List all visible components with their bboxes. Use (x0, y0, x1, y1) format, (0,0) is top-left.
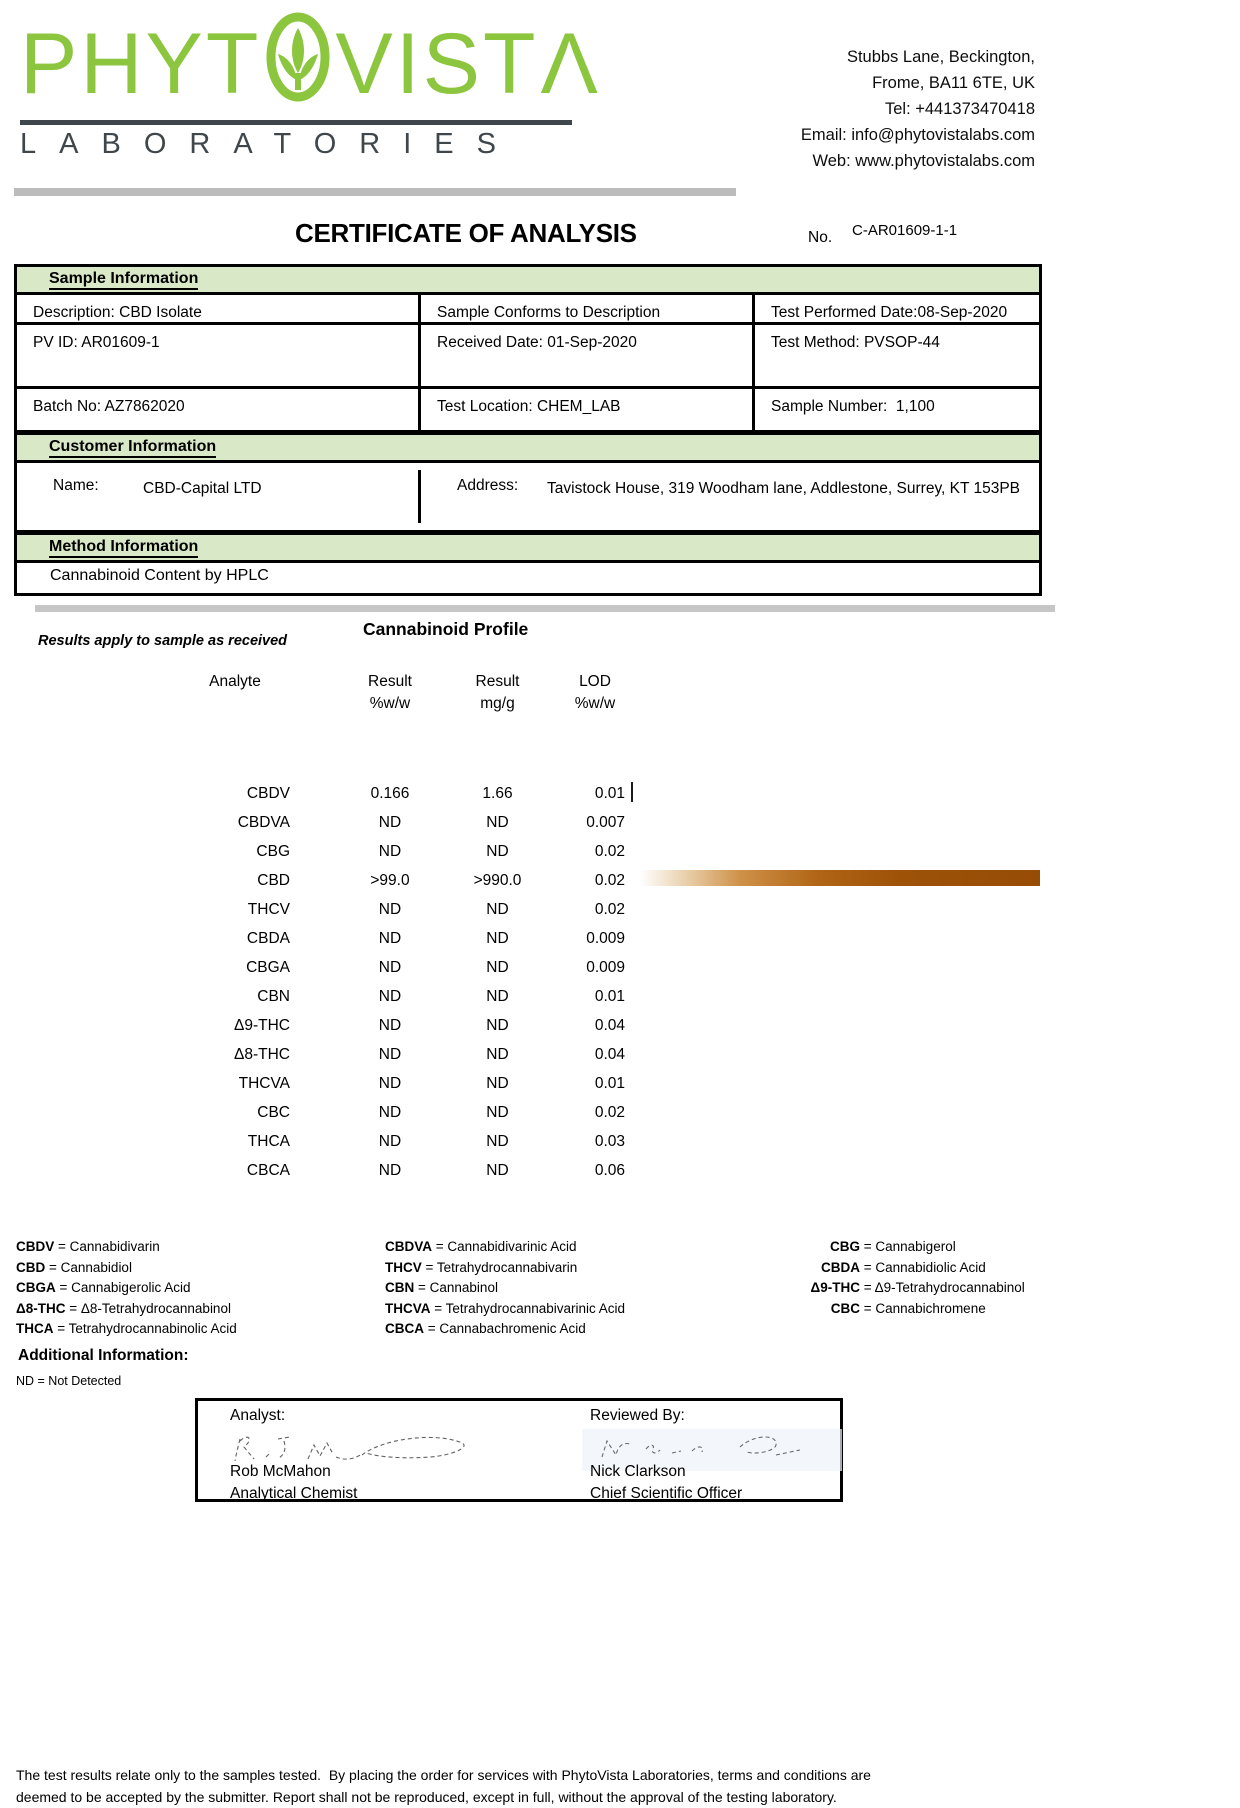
legend-item: THCA = Tetrahydrocannabinolic Acid (16, 1321, 237, 1336)
customer-address-cell (421, 463, 1039, 530)
brand-part3: Λ (540, 16, 601, 112)
contact-line: Stubbs Lane, Beckington, (846, 48, 1035, 66)
nd-definition: ND = Not Detected (16, 1374, 122, 1388)
method-information-heading: Method Information (17, 533, 1039, 563)
result-percent: ND (378, 1162, 402, 1179)
cannabinoid-profile-title: Cannabinoid Profile (363, 619, 529, 639)
address-value: Tavistock House, 319 Woodham lane, Addlestone, Surrey, KT 153PB (547, 480, 1021, 497)
footer-line: deemed to be accepted by the submitter. Report shall not be reproduced, except in full, without the approval of the testing laboratory. (16, 1789, 837, 1805)
result-mgg: ND (486, 988, 509, 1005)
cannabinoid-table-body (180, 779, 660, 1185)
analyte-row (180, 1098, 660, 1127)
legend-item: THCVA = Tetrahydrocannabivarinic Acid (385, 1300, 626, 1316)
phytovista-logo (20, 12, 601, 161)
sample-cell: Test Performed Date:08-Sep-2020 (771, 304, 1008, 321)
certificate-number-value: C-AR01609-1-1 (852, 222, 958, 239)
contact-line: Email: info@phytovistalabs.com (800, 126, 1035, 144)
reviewer-title: Chief Scientific Officer (590, 1485, 743, 1502)
analyte-row (180, 982, 660, 1011)
reviewer-label: Reviewed By: (590, 1407, 685, 1424)
result-mgg: ND (486, 1017, 509, 1034)
legend-item: THCV = Tetrahydrocannabivarin (385, 1259, 578, 1275)
sample-information-heading: Sample Information (17, 267, 1039, 295)
analyte-name: CBGA (246, 959, 290, 976)
legend-item: CBDA = Cannabidiolic Acid (821, 1259, 986, 1275)
brand-part2: VIST (335, 16, 539, 112)
analyte-name: CBD (257, 872, 290, 889)
analyte-name: THCVA (238, 1075, 290, 1092)
analyte-row (180, 866, 660, 895)
legend-item: Δ8-THC = Δ8-Tetrahydrocannabinol (16, 1300, 231, 1316)
lod-value: 0.01 (594, 1075, 625, 1092)
analyte-row (180, 808, 660, 837)
analyte-name: CBDVA (237, 814, 290, 831)
lod-value: 0.007 (586, 814, 625, 831)
lod-value: 0.01 (594, 785, 625, 802)
result-percent: ND (378, 1046, 402, 1063)
contact-line: Web: www.phytovistalabs.com (812, 152, 1035, 170)
result-mgg: ND (486, 1104, 509, 1121)
leaf-o-icon (265, 10, 331, 125)
legend-item: CBN = Cannabinol (385, 1280, 498, 1295)
result-percent: ND (378, 930, 402, 947)
sample-information-rows (17, 295, 1039, 433)
result-mgg: ND (486, 1162, 509, 1179)
lod-value: 0.04 (594, 1046, 625, 1063)
info-tables (14, 264, 1042, 596)
sample-cell: Received Date: 01-Sep-2020 (421, 325, 755, 386)
analyte-name: CBDV (246, 785, 290, 802)
analyst-label: Analyst: (230, 1407, 286, 1424)
lod-value: 0.02 (594, 872, 625, 889)
analyte-row (180, 1069, 660, 1098)
legend-column-2 (385, 1237, 625, 1340)
result-mgg: ND (486, 814, 509, 831)
signature-box (195, 1398, 843, 1502)
lod-value: 0.009 (586, 959, 625, 976)
result-percent: ND (378, 988, 402, 1005)
result-mgg: ND (486, 843, 509, 860)
result-mgg: ND (486, 959, 509, 976)
legend-item: CBDVA = Cannabidivarinic Acid (385, 1239, 577, 1254)
contact-line: Frome, BA11 6TE, UK (872, 74, 1035, 92)
sample-cell: Test Method: PVSOP-44 (771, 334, 940, 351)
footer-line: The test results relate only to the samples tested. By placing the order for services with PhytoVista Laboratories, terms and conditions are (16, 1767, 871, 1783)
analyte-name: THCV (247, 901, 290, 918)
lod-value: 0.01 (594, 988, 625, 1005)
legend-item: CBG = Cannabigerol (830, 1239, 956, 1254)
cbd-result-gradient-bar (640, 870, 1040, 886)
legend-item: CBD = Cannabidiol (16, 1259, 132, 1275)
result-percent: ND (378, 901, 402, 918)
cannabinoid-table-header (180, 671, 660, 715)
result-percent: ND (378, 1104, 402, 1121)
sample-info-row (17, 295, 1039, 325)
address-label: Address: (457, 477, 519, 494)
analyte-row (180, 895, 660, 924)
result-percent: ND (378, 843, 402, 860)
brand-wordmark (20, 12, 601, 116)
result-percent: ND (378, 814, 402, 831)
analyte-row (180, 1127, 660, 1156)
analyst-title: Analytical Chemist (230, 1485, 358, 1502)
analyst-name: Rob McMahon (230, 1463, 331, 1480)
sample-info-row (17, 325, 1039, 389)
legend-column-3 (788, 1237, 1025, 1319)
analyte-name: CBC (257, 1104, 290, 1121)
result-percent: ND (378, 1075, 402, 1092)
reviewer-signature (590, 1427, 820, 1467)
legend-item: CBCA = Cannabachromenic Acid (385, 1321, 586, 1336)
analyte-row (180, 1156, 660, 1185)
result-mgg: ND (486, 1046, 509, 1063)
analyte-name: Δ8-THC (234, 1046, 290, 1063)
lod-value: 0.06 (594, 1162, 625, 1179)
certificate-title: CERTIFICATE OF ANALYSIS (295, 218, 637, 248)
name-value: CBD-Capital LTD (143, 480, 262, 497)
analyte-name: Δ9-THC (234, 1017, 290, 1034)
result-percent: ND (378, 1133, 402, 1150)
laboratories-label: LABORATORIES (20, 128, 519, 160)
lod-value: 0.04 (594, 1017, 625, 1034)
sample-cell: PV ID: AR01609-1 (17, 325, 421, 386)
analyte-row (180, 779, 660, 808)
legend-item: CBDV = Cannabidivarin (16, 1239, 160, 1254)
name-label: Name: (53, 477, 99, 494)
header-divider-bar (14, 188, 736, 196)
lod-value: 0.009 (586, 930, 625, 947)
result-mgg: ND (486, 1133, 509, 1150)
contact-line: Tel: +441373470418 (884, 100, 1035, 118)
result-mgg: >990.0 (473, 872, 522, 889)
legend-item: Δ9-THC = Δ9-Tetrahydrocannabinol (810, 1280, 1025, 1295)
sample-info-row (17, 389, 1039, 433)
customer-name-cell (17, 463, 421, 530)
result-mgg: ND (486, 901, 509, 918)
analyte-row (180, 837, 660, 866)
analyte-name: CBCA (246, 1162, 290, 1179)
result-percent: ND (378, 959, 402, 976)
result-mgg: ND (486, 930, 509, 947)
brand-part1: PHYT (20, 16, 262, 112)
reviewer-name: Nick Clarkson (590, 1463, 686, 1480)
result-mgg: ND (486, 1075, 509, 1092)
header-line1: Analyte Result Result LOD (209, 673, 611, 690)
lod-value: 0.02 (594, 1104, 625, 1121)
result-mgg: 1.66 (482, 785, 513, 802)
footer-disclaimer (16, 1698, 1228, 1808)
certificate-number-label: No. (808, 229, 833, 246)
result-percent: 0.166 (370, 785, 410, 802)
legend-column-1 (16, 1237, 237, 1340)
sample-cell: Description: CBD Isolate (17, 295, 421, 322)
sample-cell: Sample Number: 1,100 (771, 398, 935, 415)
analyte-row (180, 924, 660, 953)
method-value: Cannabinoid Content by HPLC (50, 567, 269, 584)
sample-cell: Batch No: AZ7862020 (17, 389, 421, 430)
analyte-name: THCA (247, 1133, 290, 1150)
analyte-name: CBDA (246, 930, 290, 947)
analyte-name: CBG (256, 843, 290, 860)
analyte-row (180, 953, 660, 982)
analyst-signature (230, 1427, 480, 1467)
results-note: Results apply to sample as received (38, 633, 288, 649)
header-line2: %w/w mg/g %w/w (369, 695, 616, 712)
legend-item: CBC = Cannabichromene (830, 1300, 986, 1316)
result-percent: ND (378, 1017, 402, 1034)
additional-information-heading: Additional Information: (18, 1347, 189, 1364)
customer-info-row (17, 463, 1039, 533)
legend-item: CBGA = Cannabigerolic Acid (16, 1280, 191, 1295)
analyte-row (180, 1040, 660, 1069)
section-divider-bar (35, 605, 1055, 612)
analyte-row (180, 1011, 660, 1040)
contact-block (801, 44, 1035, 174)
customer-information-heading: Customer Information (17, 433, 1039, 463)
analyte-name: CBN (257, 988, 290, 1005)
result-percent: >99.0 (370, 872, 410, 889)
lod-value: 0.02 (594, 901, 625, 918)
sample-cell: Test Location: CHEM_LAB (421, 389, 755, 430)
lod-value: 0.02 (594, 843, 625, 860)
lod-value: 0.03 (594, 1133, 625, 1150)
sample-cell: Sample Conforms to Description (421, 295, 755, 322)
